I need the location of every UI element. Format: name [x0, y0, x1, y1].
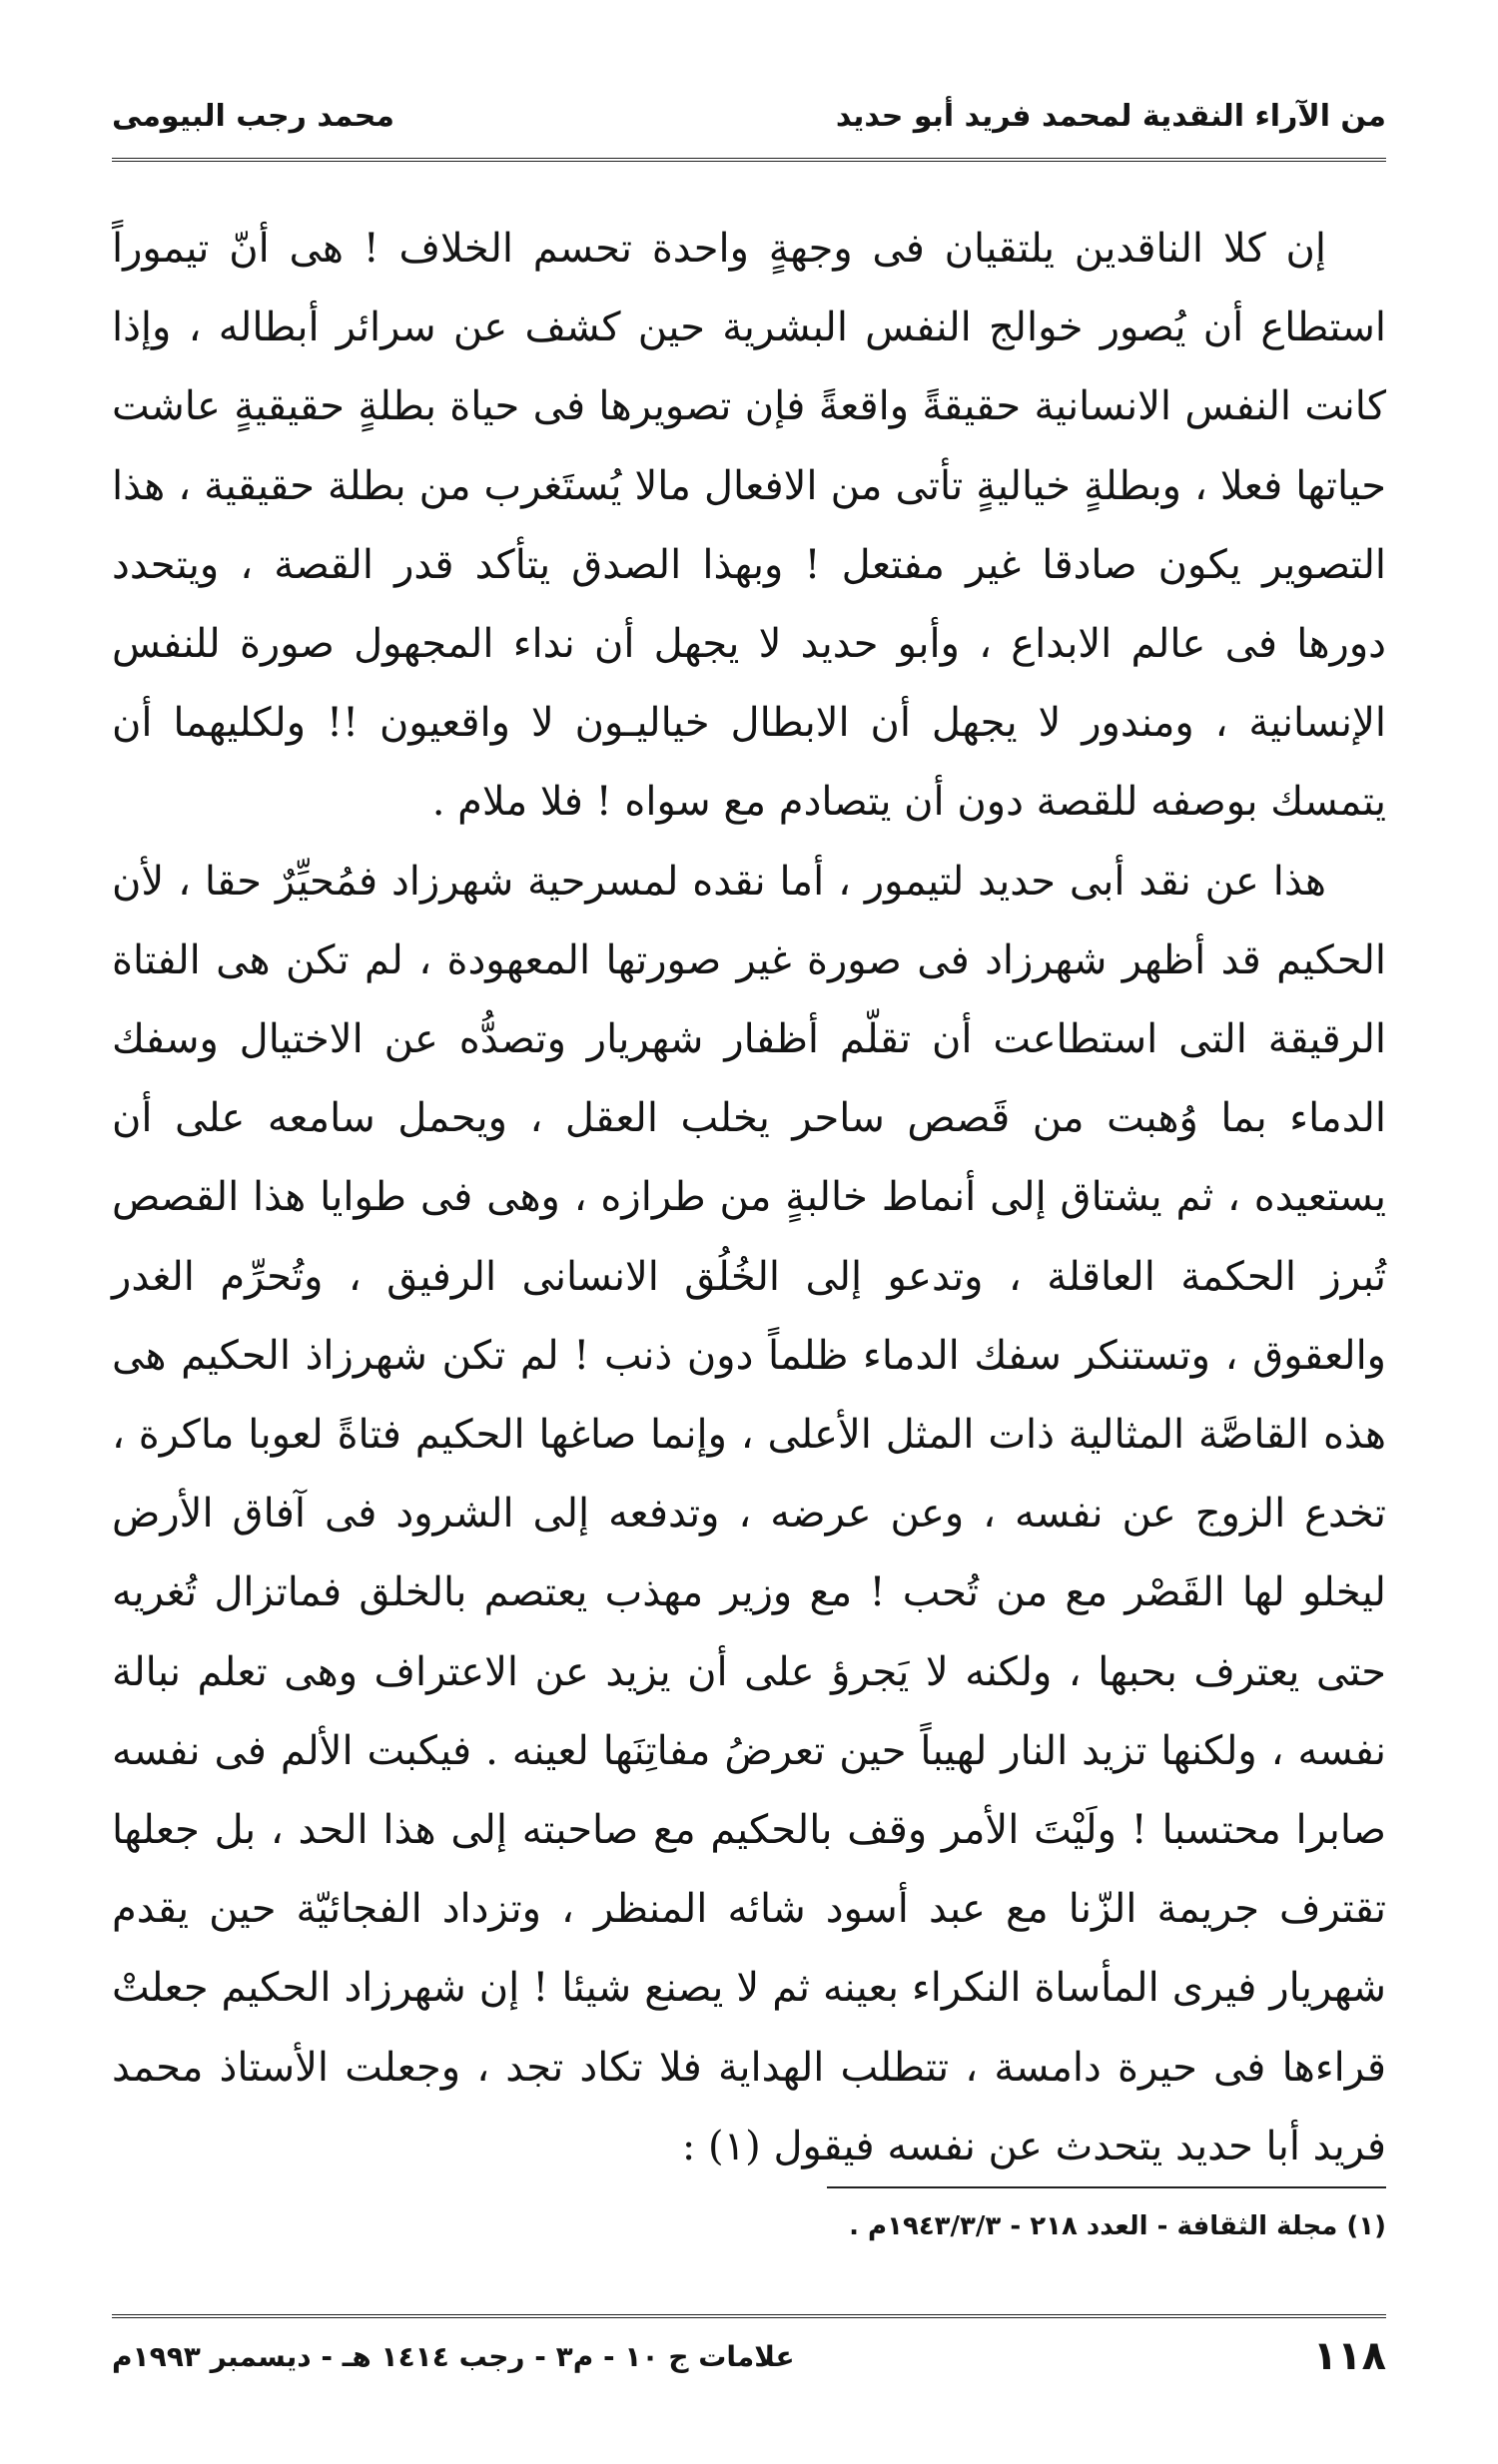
footnote-divider: [827, 2186, 1386, 2188]
book-title: من الآراء النقدية لمحمد فريد أبو حديد: [835, 99, 1386, 134]
page-number: ١١٨: [1312, 2333, 1386, 2379]
paragraph-1: إن كلا الناقدين يلتقيان فى وجهةٍ واحدة تحسم الخلاف ! هى أنّ تيموراً استطاع أن يُصور خوالج النفس البشرية حين كشف عن سرائر أبطاله ، وإذا كانت النفس الانسانية حقيقةً واقعةً فإن تصويرها فى حياة بطلةٍ حقيقيةٍ عاشت حياتها فعلا ، وبطلةٍ خياليةٍ تأتى من الافعال مالا يُستَغرب من بطلة حقيقية ، هذا التصوير يكون صادقا غير مفتعل ! وبهذا الصدق يتأكد قدر القصة ، ويتحدد دورها فى عالم الابداع ، وأبو حديد لا يجهل أن نداء المجهول صورة للنفس الإنسانية ، ومندور لا يجهل أن الابطال خياليـون لا واقعيون !! ولكليهما أن يتمسك بوصفه للقصة دون أن يتصادم مع سواه ! فلا ملام .: [112, 226, 1386, 826]
header-divider: [112, 158, 1386, 162]
paragraph-2: هذا عن نقد أبى حديد لتيمور ، أما نقده لمسرحية شهرزاد فمُحيِّرٌ حقا ، لأن الحكيم قد أظهر شهرزاد فى صورة غير صورتها المعهودة ، لم تكن هى الفتاة الرقيقة التى استطاعت أن تقلّم أظفار شهريار وتصدُّه عن الاختيال وسفك الدماء بما وُهبت من قَصص ساحر يخلب العقل ، ويحمل سامعه على أن يستعيده ، ثم يشتاق إلى أنماط خالبةٍ من طرازه ، وهى فى طوايا هذا القصص تُبرز الحكمة العاقلة ، وتدعو إلى الخُلُق الانسانى الرفيق ، وتُحرِّم الغدر والعقوق ، وتستنكر سفك الدماء ظلماً دون ذنب ! لم تكن شهرزاذ الحكيم هى هذه القاصَّة المثالية ذات المثل الأعلى ، وإنما صاغها الحكيم فتاةً لعوبا ماكرة ، تخدع الزوج عن نفسه ، وعن عرضه ، وتدفعه إلى الشرود فى آفاق الأرض ليخلو لها القَصْر مع من تُحب ! مع وزير مهذب يعتصم بالخلق فماتزال تُغريه حتى يعترف بحبها ، ولكنه لا يَجرؤ على أن يزيد عن الاعتراف وهى تعلم نبالة نفسه ، ولكنها تزيد النار لهيباً حين تعرضُ مفاتِنَها لعينه . فيكبت الألم فى نفسه صابرا محتسبا ! ولَيْتَ الأمر وقف بالحكيم مع صاحبته إلى هذا الحد ، بل جعلها تقترف جريمة الزّنا مع عبد أسود شائه المنظر ، وتزداد الفجائيّة حين يقدم شهريار فيرى المأساة النكراء بعينه ثم لا يصنع شيئا ! إن شهرزاد الحكيم جعلتْ قراءها فى حيرة دامسة ، تتطلب الهداية فلا تكاد تجد ، وجعلت الأستاذ محمد فريد أبا حديد يتحدث عن نفسه فيقول (١) :: [112, 858, 1387, 2169]
footer-divider: [112, 2314, 1386, 2318]
footnote: (١) مجلة الثقافة - العدد ٢١٨ - ١٩٤٣/٣/٣م .: [849, 2211, 1386, 2241]
running-foot: [112, 2326, 1386, 2386]
body-text: [112, 210, 1386, 2186]
author-name: محمد رجب البيومى: [112, 99, 394, 134]
running-head: [112, 92, 1386, 142]
issue-info: علامات ج ١٠ - م٣ - رجب ١٤١٤ هـ - ديسمبر ١٩٩٣م: [112, 2339, 795, 2373]
